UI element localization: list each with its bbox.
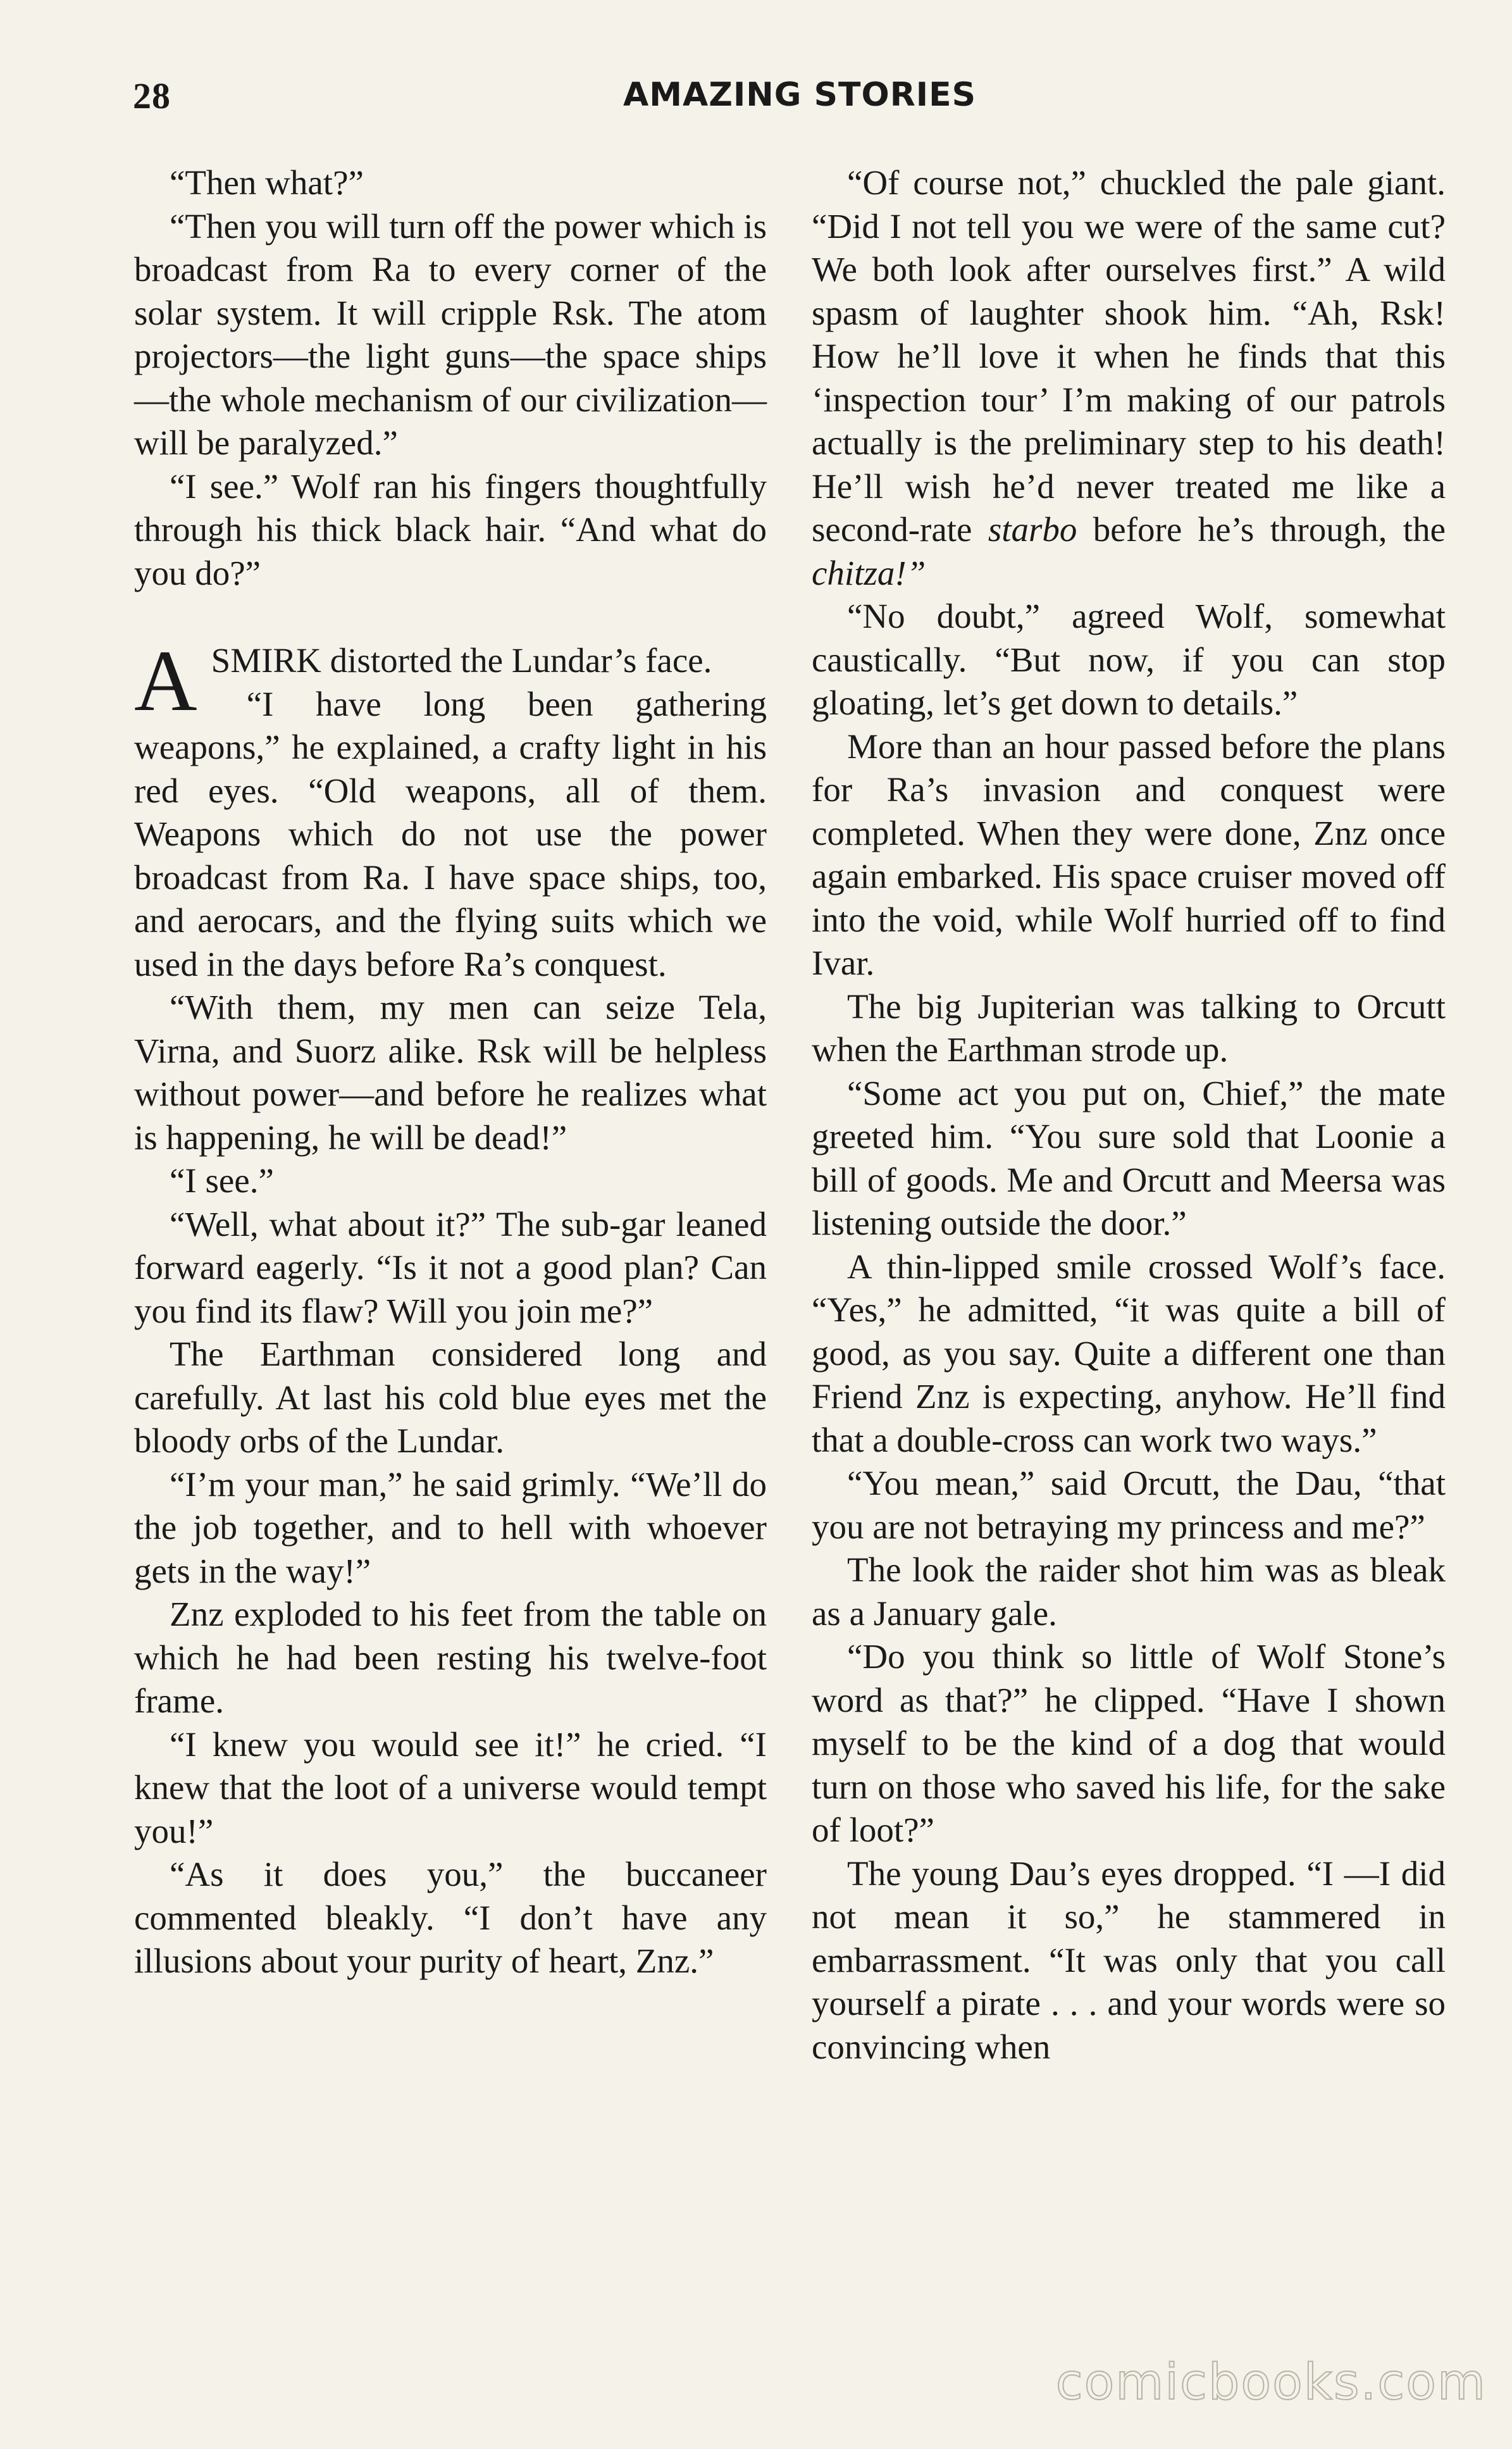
paragraph: A thin-lipped smile crossed Wolf’s face. “Yes,” he admitted, “it was quite a bill of good, as you say. Quite a different one than Friend Znz is expecting, anyhow. He’ll find that a double-cross can work two ways.” bbox=[812, 1247, 1446, 1459]
left-column bbox=[134, 161, 767, 1983]
paragraph: “As it does you,” the buccaneer commented bleakly. “I don’t have any illusions about your purity of heart, Znz.” bbox=[134, 1855, 767, 1980]
paragraph: “Then you will turn off the power which is broadcast from Ra to every corner of the solar system. It will cripple Rsk. The atom projectors—the light guns—the space ships—the whole mechanism of our civilization—will be paralyzed.” bbox=[134, 206, 767, 462]
paragraph: “I see.” Wolf ran his fingers thoughtfully through his thick black hair. “And what do you do?” bbox=[134, 466, 767, 592]
page-number: 28 bbox=[133, 75, 171, 116]
paragraph: “Do you think so little of Wolf Stone’s word as that?” he clipped. “Have I shown myself to be the kind of a dog that would turn on those who saved his life, for the sake of loot?” bbox=[812, 1637, 1446, 1849]
drop-cap: A bbox=[134, 632, 197, 729]
page-header bbox=[0, 75, 1512, 125]
paragraph: The look the raider shot him was as bleak as a January gale. bbox=[812, 1550, 1446, 1633]
paragraph: “You mean,” said Orcutt, the Dau, “that you are not betraying my princess and me?” bbox=[812, 1464, 1446, 1546]
watermark: comicbooks.com bbox=[1055, 2354, 1487, 2411]
paragraph: The young Dau’s eyes dropped. “I —I did not mean it so,” he stammered in embarrassment. “It was only that you call yourself a pirate . . . and your words were so convincing when bbox=[812, 1854, 1446, 2066]
paragraph: “Then what?” bbox=[170, 163, 364, 202]
italic-word: chitza!” bbox=[812, 553, 926, 592]
magazine-title: AMAZING STORIES bbox=[623, 76, 977, 114]
paragraph: “I see.” bbox=[170, 1161, 274, 1200]
paragraph-text: before he’s through, the bbox=[1077, 510, 1446, 549]
italic-word: starbo bbox=[988, 510, 1077, 549]
dropcap-paragraph bbox=[134, 632, 767, 729]
paragraph: “With them, my men can seize Tela, Virna, and Suorz alike. Rsk will be helpless without power—and before he realizes what is happening, he will be dead!” bbox=[134, 988, 767, 1157]
paragraph: The Earthman considered long and carefully. At last his cold blue eyes met the bloody orbs of the Lundar. bbox=[134, 1335, 767, 1460]
paragraph: “Well, what about it?” The sub-gar leaned forward eagerly. “Is it not a good plan? Can you find its flaw? Will you join me?” bbox=[134, 1204, 767, 1330]
dropcap-text: SMIRK distorted the Lundar’s face. bbox=[211, 641, 712, 680]
paragraph: Znz exploded to his feet from the table on which he had been resting his twelve-foot frame. bbox=[134, 1595, 767, 1720]
paragraph bbox=[812, 161, 1446, 595]
paragraph-text: “Of course not,” chuckled the pale giant. “Did I not tell you we were of the same cut? We both look after ourselves first.” A wild spasm of laughter shook him. “Ah, Rsk! How he’ll love it when he finds that this ‘inspection tour’ I’m making of our patrols actually is the preliminary step to his death! He’ll wish he’d never treated me like a second-rate bbox=[812, 163, 1446, 549]
paragraph: “Some act you put on, Chief,” the mate greeted him. “You sure sold that Loonie a bill of goods. Me and Orcutt and Meersa was listening outside the door.” bbox=[812, 1073, 1446, 1242]
paragraph: “I knew you would see it!” he cried. “I knew that the loot of a universe would tempt you!” bbox=[134, 1724, 767, 1850]
paragraph: “I’m your man,” he said grimly. “We’ll do the job together, and to hell with whoever gets in the way!” bbox=[134, 1464, 767, 1590]
right-column bbox=[812, 161, 1446, 2069]
paragraph: More than an hour passed before the plans for Ra’s invasion and conquest were completed. When they were done, Znz once again embarked. His space cruiser moved off into the void, while Wolf hurried off to find Ivar. bbox=[812, 726, 1446, 982]
paragraph: The big Jupiterian was talking to Orcutt when the Earthman strode up. bbox=[812, 987, 1446, 1069]
paragraph: “No doubt,” agreed Wolf, somewhat caustically. “But now, if you can stop gloating, let’s get down to details.” bbox=[812, 597, 1446, 722]
section-gap bbox=[134, 595, 767, 639]
paragraph: “I have long been gathering weapons,” he explained, a crafty light in his red eyes. “Old weapons, all of them. Weapons which do not use the power broadcast from Ra. I have space ships, too, and aerocars, and the flying suits which we used in the days before Ra’s conquest. bbox=[134, 684, 767, 983]
